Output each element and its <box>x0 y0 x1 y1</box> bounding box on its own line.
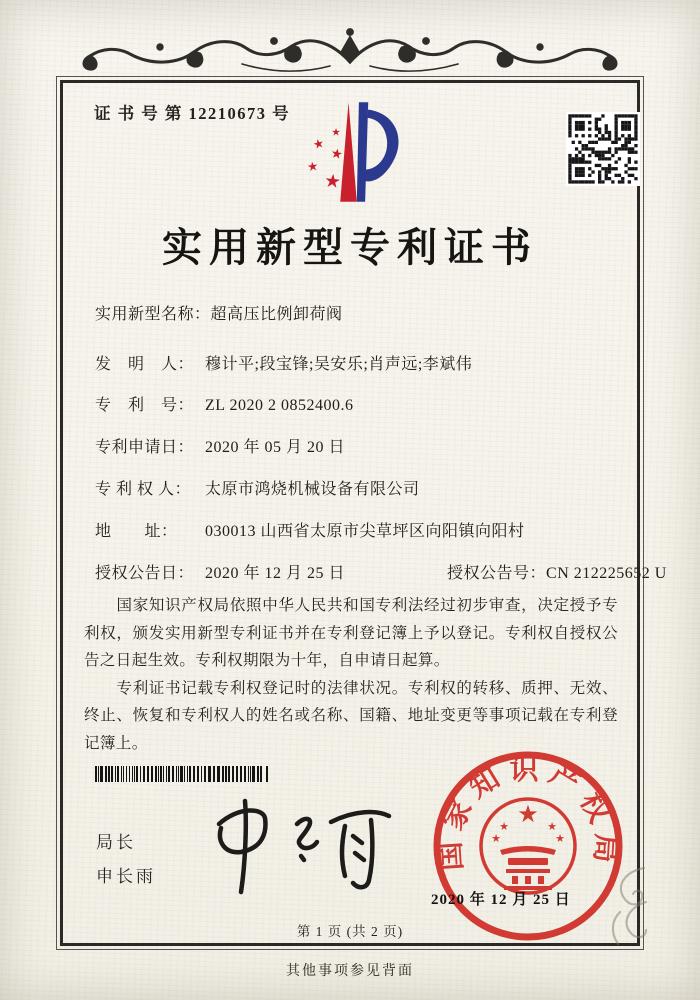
field-row-utility-model-name <box>95 301 343 324</box>
star-icon: ★ <box>499 820 509 833</box>
field-pair-grant-number <box>447 560 667 583</box>
star-icon: ★ <box>329 145 345 164</box>
field-value: ZL 2020 2 0852400.6 <box>205 397 354 414</box>
field-value: 穆计平;段宝锋;吴安乐;肖声远;李斌伟 <box>205 356 473 373</box>
field-label: 地 址： <box>95 523 178 540</box>
star-icon: ★ <box>517 800 539 828</box>
field-value: 030013 山西省太原市尖草坪区向阳镇向阳村 <box>205 523 525 540</box>
back-side-note: 其他事项参见背面 <box>286 964 414 979</box>
field-value: CN 212225652 U <box>546 565 667 582</box>
field-label: 专 利 权 人： <box>95 481 192 498</box>
field-label: 发 明 人： <box>95 356 195 373</box>
star-icon: ★ <box>323 170 342 194</box>
legal-paragraph-1: 国家知识产权局依照中华人民共和国专利法经过初步审查，决定授予专利权，颁发实用新型专利证书并在专利登记簿上予以登记。专利权自授权公告之日起生效。专利权期限为十年，自申请日起算。 <box>84 597 618 669</box>
certificate-number: 证 书 号 第 12210673 号 <box>94 104 291 123</box>
star-icon: ★ <box>555 832 565 845</box>
field-value: 太原市鸿烧机械设备有限公司 <box>205 481 420 498</box>
field-row-grant <box>95 560 667 583</box>
field-row-inventors <box>95 351 472 374</box>
director-signature <box>205 796 395 896</box>
certificate-title: 实用新型专利证书 <box>162 225 538 270</box>
director-name: 申长雨 <box>96 867 156 886</box>
barcode <box>95 766 269 782</box>
logo-stars <box>306 126 344 193</box>
field-label: 专 利 号： <box>95 397 195 414</box>
legal-text-block <box>84 592 618 757</box>
field-value: 超高压比例卸荷阀 <box>210 306 343 323</box>
page-number: 第 1 页 (共 2 页) <box>296 924 404 939</box>
field-row-filing-date <box>95 434 345 457</box>
cnipa-logo-icon <box>287 96 409 208</box>
star-icon: ★ <box>547 820 557 833</box>
field-label: 授权公告号： <box>447 565 547 582</box>
field-value: 2020 年 05 月 20 日 <box>205 439 346 456</box>
star-icon: ★ <box>306 158 320 175</box>
top-flourish-ornament <box>70 22 630 80</box>
field-row-address <box>95 518 525 541</box>
field-value: 2020 年 12 月 25 日 <box>205 565 346 582</box>
field-label: 实用新型名称： <box>95 306 211 323</box>
field-label: 授权公告日： <box>95 565 195 582</box>
seal-text: 国家知识产权局 <box>433 754 623 872</box>
qr-code <box>566 112 640 186</box>
field-row-patentee <box>95 476 420 499</box>
legal-paragraph-2: 专利证书记载专利权登记时的法律状况。专利权的转移、质押、无效、终止、恢复和专利权人的姓名或名称、国籍、地址变更等事项记载在专利登记簿上。 <box>84 679 618 752</box>
star-icon: ★ <box>331 126 341 139</box>
field-label: 专利申请日： <box>95 439 195 456</box>
seal-national-emblem <box>481 799 575 893</box>
director-title: 局长 <box>96 833 136 852</box>
signer-block <box>96 828 156 896</box>
star-icon: ★ <box>311 134 326 153</box>
field-row-patent-number <box>95 392 353 415</box>
seal-date: 2020 年 12 月 25 日 <box>431 892 571 908</box>
star-icon: ★ <box>491 832 501 845</box>
